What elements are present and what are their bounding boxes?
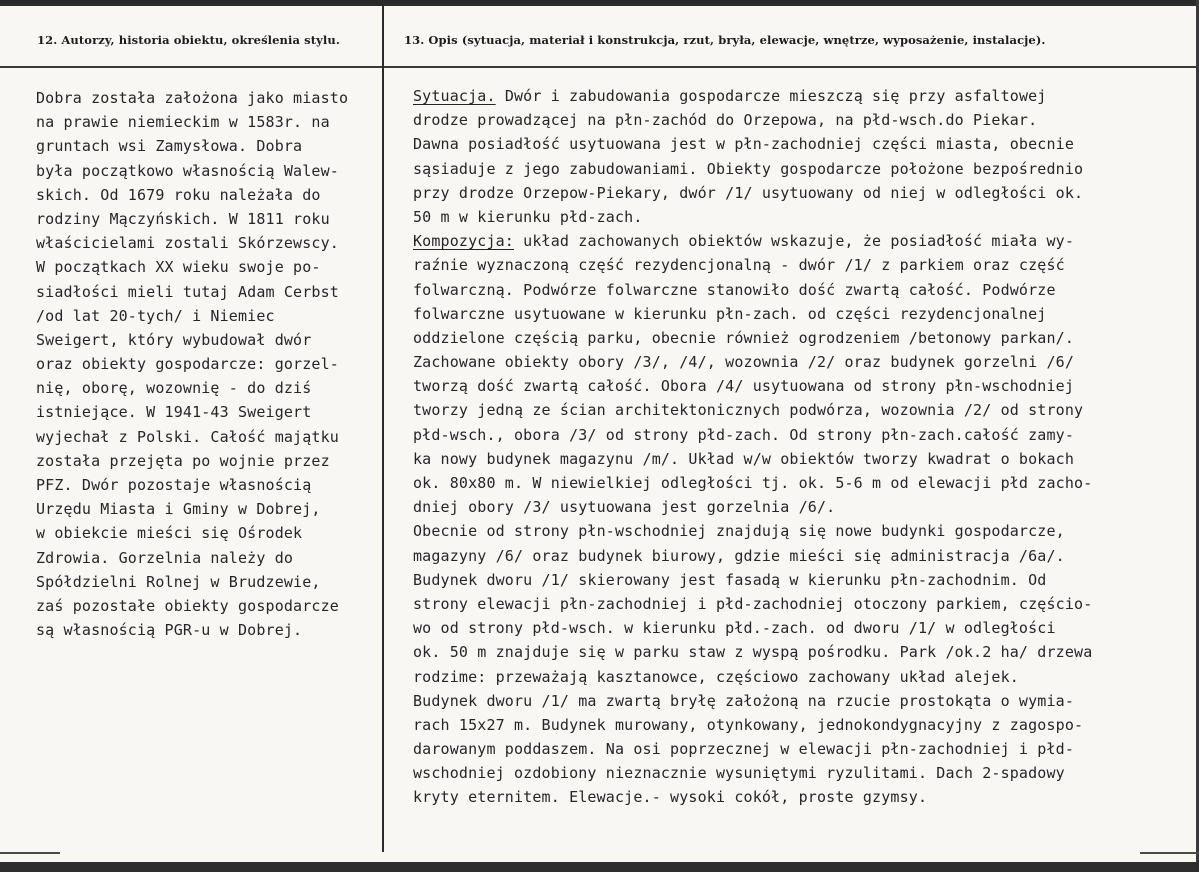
history-text-line: w obiekcie mieści się Ośrodek (36, 524, 303, 543)
description-text: raźnie wyznaczoną część rezydencjonalną - dwór /1/ z parkiem oraz część (413, 256, 1065, 275)
description-text: rodzime: przeważają kasztanowce, częściowo zachowany układ alejek. (413, 667, 1019, 686)
description-text: ok. 80x80 m. W niewielkiej odległości tj. ok. 5-6 m od elewacji płd zacho- (413, 474, 1093, 492)
bottom-stub-right (1140, 852, 1199, 854)
section-12-heading: 12. Autorzy, historia obiektu, określenia stylu. (37, 33, 340, 47)
subsection-label: Kompozycja: (413, 232, 514, 251)
description-text-line (413, 447, 1173, 471)
description-text: magazyny /6/ oraz budynek biurowy, gdzie mieści się administracja /6a/. (413, 546, 1065, 565)
description-text-line (413, 229, 1173, 253)
description-text: ka nowy budynek magazynu /m/. Układ w/w obiektów tworzy kwadrat o bokach (413, 449, 1075, 468)
history-text-line: Urzędu Miasta i Gminy w Dobrej, (36, 500, 321, 519)
history-text-line: zaś pozostałe obiekty gospodarcze (36, 596, 339, 615)
history-text-line: rodziny Mączyńskich. W 1811 roku (36, 209, 330, 228)
description-text: kryty eternitem. Elewacje.- wysoki cokół, proste gzymsy. (413, 788, 928, 807)
description-text-line (413, 471, 1173, 495)
history-text-line: istniejące. W 1941-43 Sweigert (36, 403, 312, 422)
history-text-line: są własnością PGR-u w Dobrej. (36, 621, 303, 640)
description-text: układ zachowanych obiektów wskazuje, że posiadłość miała wy- (514, 232, 1075, 251)
description-text-line (413, 568, 1173, 592)
history-text-line: została przejęta po wojnie przez (36, 451, 330, 470)
bottom-border (0, 862, 1199, 872)
description-text-line (413, 253, 1173, 277)
history-text-line: PFZ. Dwór pozostaje własnością (36, 476, 312, 494)
description-text: wo od strony płd-wsch. w kierunku płd.-zach. od dworu /1/ w odległości (413, 619, 1056, 638)
description-text: folwarczną. Podwórze folwarczne stanowiło dość zwartą całość. Podwórze (413, 280, 1056, 299)
history-text-line: gruntach wsi Zamysłowa. Dobra (36, 137, 303, 156)
description-text: przy drodze Orzepow-Piekary, dwór /1/ usytuowany od niej w odległości ok. (413, 183, 1084, 202)
history-text-line: siadłości mieli tutaj Adam Cerbst (36, 282, 339, 301)
history-text-column (36, 86, 381, 642)
description-text: Zachowane obiekty obory /3/, /4/, wozownia /2/ oraz budynek gorzelni /6/ (413, 353, 1075, 372)
description-text-line (413, 544, 1173, 568)
history-text-line: nię, oborę, wozownię - do dziś (36, 379, 312, 398)
description-text-line (413, 205, 1173, 229)
column-divider (382, 6, 384, 852)
description-text-line (413, 181, 1173, 205)
history-text-line: Zdrowia. Gorzelnia należy do (36, 548, 294, 567)
description-text-line (413, 350, 1173, 374)
description-text-line (413, 84, 1173, 108)
header-divider (0, 66, 1199, 68)
description-text-line (413, 592, 1173, 616)
description-text-line (413, 689, 1173, 713)
top-border (0, 0, 1199, 6)
description-text-line (413, 398, 1173, 422)
history-text-line: /od lat 20-tych/ i Niemiec (36, 306, 275, 325)
description-text-line (413, 374, 1173, 398)
description-text: ok. 50 m znajduje się w parku staw z wyspą pośrodku. Park /ok.2 ha/ drzewa (413, 643, 1093, 662)
description-text-line (413, 495, 1173, 519)
description-text: folwarczne usytuowane w kierunku płn-zach. od części rezydencjonalnej (413, 304, 1047, 323)
section-13-heading: 13. Opis (sytuacja, materiał i konstrukcja, rzut, bryła, elewacje, wnętrze, wyposażenie, instalacje). (404, 33, 1046, 47)
description-text: dniej obory /3/ usytuowana jest gorzelnia /6/. (413, 498, 836, 517)
description-text: tworzą dość zwartą całość. Obora /4/ usytuowana od strony płn-wschodniej (413, 377, 1075, 396)
history-text-line: oraz obiekty gospodarcze: gorzel- (36, 355, 339, 374)
description-text-line (413, 665, 1173, 689)
description-text-line (413, 785, 1173, 809)
history-text-line: Spółdzielni Rolnej w Brudzewie, (36, 572, 321, 591)
description-text-line (413, 519, 1173, 543)
description-text: Budynek dworu /1/ ma zwartą bryłę założoną na rzucie prostokąta o wymia- (413, 691, 1075, 710)
history-text-line: W początkach XX wieku swoje po- (36, 258, 321, 277)
description-text-line (413, 132, 1173, 156)
description-text: 50 m w kierunku płd-zach. (413, 207, 643, 226)
description-text-column (413, 84, 1173, 810)
description-text: strony elewacji płn-zachodniej i płd-zachodniej otoczony parkiem, częścio- (413, 594, 1093, 613)
description-text: oddzielone częścią parku, obecnie również ogrodzeniem /betonowy parkan/. (413, 328, 1075, 347)
description-text: wschodniej ozdobiony nieznacznie wysuniętymi ryzulitami. Dach 2-spadowy (413, 764, 1065, 783)
history-text-line: właścicielami zostali Skórzewscy. (36, 234, 339, 253)
description-text-line (413, 157, 1173, 181)
history-text-line: była początkowo własnością Walew- (36, 161, 339, 180)
description-text: płd-wsch., obora /3/ od strony płd-zach. Od strony płn-zach.całość zamy- (413, 425, 1075, 444)
history-text-line: skich. Od 1679 roku należała do (36, 185, 321, 204)
description-text: Dawna posiadłość usytuowana jest w płn-zachodniej części miasta, obecnie (413, 135, 1075, 154)
subsection-label: Sytuacja. (413, 87, 496, 105)
description-text: sąsiaduje z jego zabudowaniami. Obiekty gospodarcze położone bezpośrednio (413, 159, 1084, 178)
description-text-line (413, 326, 1173, 350)
description-text: drodze prowadzącej na płn-zachód do Orzepowa, na płd-wsch.do Piekar. (413, 111, 1038, 130)
description-text-line (413, 737, 1173, 761)
bottom-stub-left (0, 852, 60, 854)
history-text-line: Sweigert, który wybudował dwór (36, 330, 312, 349)
history-text-line: Dobra została założona jako miasto (36, 89, 349, 107)
description-text: Dwór i zabudowania gospodarcze mieszczą się przy asfaltowej (495, 87, 1047, 105)
description-text-line (413, 278, 1173, 302)
description-text: darowanym poddaszem. Na osi poprzecznej w elewacji płn-zachodniej i płd- (413, 740, 1075, 759)
description-text-line (413, 761, 1173, 785)
description-text: rach 15x27 m. Budynek murowany, otynkowany, jednokondygnacyjny z zagospo- (413, 715, 1084, 734)
description-text-line (413, 713, 1173, 737)
history-text-line: na prawie niemieckim w 1583r. na (36, 113, 330, 132)
description-text-line (413, 302, 1173, 326)
description-text-line (413, 423, 1173, 447)
description-text-line (413, 640, 1173, 664)
description-text: Obecnie od strony płn-wschodniej znajdują się nowe budynki gospodarcze, (413, 522, 1065, 541)
description-text-line (413, 108, 1173, 132)
description-text: Budynek dworu /1/ skierowany jest fasadą w kierunku płn-zachodnim. Od (413, 570, 1047, 589)
description-text: tworzy jedną ze ścian architektonicznych podwórza, wozownia /2/ od strony (413, 401, 1084, 420)
history-text-line: wyjechał z Polski. Całość majątku (36, 427, 339, 446)
description-text-line (413, 616, 1173, 640)
